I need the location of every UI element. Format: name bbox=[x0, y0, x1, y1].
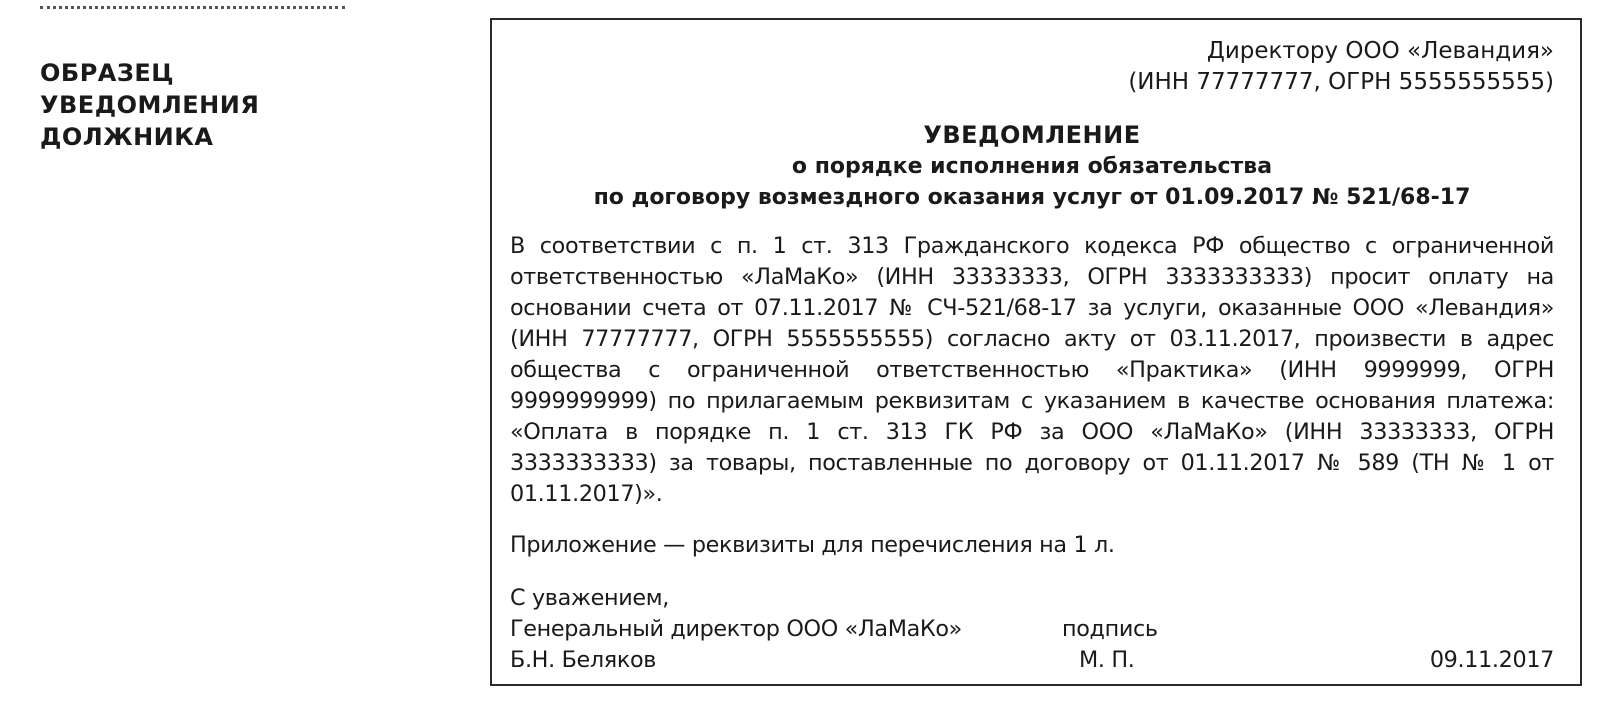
sample-title-line-1: ОБРАЗЕЦ bbox=[40, 59, 175, 87]
position-row bbox=[510, 614, 1554, 645]
document-date: 09.11.2017 bbox=[1429, 647, 1554, 673]
addressee-block bbox=[510, 36, 1554, 98]
notification-document bbox=[490, 18, 1582, 686]
document-body: В соответствии с п. 1 ст. 313 Гражданского кодекса РФ общество с ограниченной ответственностью «ЛаМаКо» (ИНН 33333333, ОГРН 3333333333) просит оплату на основании счета от 07.11.2017 № СЧ-521/68-17 за услуги, оказанные ООО «Левандия» (ИНН 77777777, ОГРН 5555555555) согласно акту от 03.11.2017, произвести в адрес общества с ограниченной ответственностью «Практика» (ИНН 9999999, ОГРН 9999999999) по прилагаемым реквизитам с указанием в качестве основания платежа: «Оплата в порядке п. 1 ст. 313 ГК РФ за ООО «ЛаМаКо» (ИНН 33333333, ОГРН 3333333333) за товары, поставленные по договору от 01.11.2017 № 589 (ТН № 1 от 01.11.2017)». bbox=[510, 233, 1554, 507]
document-subtitle-1: о порядке исполнения обязательства bbox=[791, 154, 1273, 179]
closing-text: С уважением, bbox=[510, 585, 669, 611]
signature-label: подпись bbox=[1062, 616, 1158, 642]
addressee-line-2: (ИНН 77777777, ОГРН 5555555555) bbox=[1128, 69, 1554, 95]
addressee-line-1: Директору ООО «Левандия» bbox=[1206, 38, 1554, 64]
stamp-label: М. П. bbox=[1079, 647, 1135, 673]
sample-title-line-3: ДОЛЖНИКА bbox=[40, 123, 214, 151]
document-title: УВЕДОМЛЕНИЕ bbox=[923, 121, 1141, 149]
document-heading bbox=[510, 120, 1554, 213]
signer-position: Генеральный директор ООО «ЛаМаКо» bbox=[510, 616, 962, 642]
name-row bbox=[510, 645, 1554, 676]
signature-block bbox=[510, 583, 1554, 676]
dotted-divider bbox=[40, 6, 345, 9]
signer-name: Б.Н. Беляков bbox=[510, 647, 657, 673]
closing-row bbox=[510, 583, 1554, 614]
sample-title-line-2: УВЕДОМЛЕНИЯ bbox=[40, 91, 260, 119]
attachment-note: Приложение — реквизиты для перечисления на 1 л. bbox=[510, 532, 1115, 558]
document-subtitle-2: по договору возмездного оказания услуг от 01.09.2017 № 521/68-17 bbox=[593, 185, 1471, 210]
sample-title bbox=[40, 57, 340, 153]
